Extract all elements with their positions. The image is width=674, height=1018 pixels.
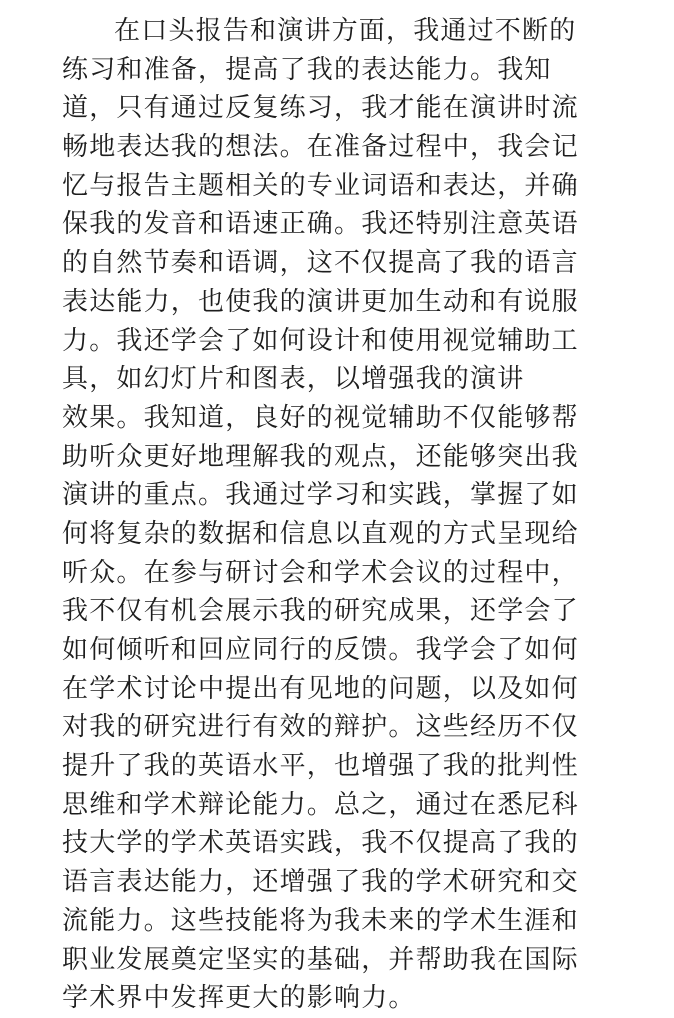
text-line: 流能力。这些技能将为我未来的学术生涯和 (62, 905, 579, 936)
text-line: 在口头报告和演讲方面，我通过不断的 (114, 16, 577, 46)
text-line: 职业发展奠定坚实的基础，并帮助我在国际 (62, 944, 579, 975)
text-line: 听众。在参与研讨会和学术会议的过程中， (62, 557, 579, 588)
text-line: 思维和学术辩论能力。总之，通过在悉尼科 (62, 789, 579, 820)
text-line: 如何倾听和回应同行的反馈。我学会了如何 (62, 635, 579, 665)
text-line: 提升了我的英语水平，也增强了我的批判性 (62, 751, 579, 782)
body-paragraph (62, 12, 622, 1018)
text-line: 畅地表达我的想法。在准备过程中，我会记 (62, 132, 579, 163)
text-line: 学术界中发挥更大的影响力。 (62, 983, 416, 1014)
text-line: 表达能力，也使我的演讲更加生动和有说服 (62, 286, 579, 317)
text-line: 我不仅有机会展示我的研究成果，还学会了 (62, 596, 579, 627)
text-line: 技大学的学术英语实践，我不仅提高了我的 (62, 828, 579, 859)
text-line: 练习和准备，提高了我的表达能力。我知 (62, 54, 552, 85)
text-line: 道，只有通过反复练习，我才能在演讲时流 (62, 93, 579, 124)
text-line: 在学术讨论中提出有见地的问题，以及如何 (62, 673, 579, 704)
text-line: 对我的研究进行有效的辩护。这些经历不仅 (62, 712, 579, 743)
text-line: 演讲的重点。我通过学习和实践，掌握了如 (62, 480, 579, 511)
text-line: 具，如幻灯片和图表，以增强我的演讲 (62, 364, 525, 395)
text-line: 何将复杂的数据和信息以直观的方式呈现给 (62, 518, 579, 549)
text-line: 保我的发音和语速正确。我还特别注意英语 (62, 209, 579, 240)
text-line: 忆与报告主题相关的专业词语和表达，并确 (62, 170, 579, 201)
text-line: 语言表达能力，还增强了我的学术研究和交 (62, 867, 579, 898)
text-line: 力。我还学会了如何设计和使用视觉辅助工 (62, 325, 579, 356)
text-line: 效果。我知道，良好的视觉辅助不仅能够帮 (62, 402, 579, 433)
text-line: 的自然节奏和语调，这不仅提高了我的语言 (62, 248, 579, 279)
text-line: 助听众更好地理解我的观点，还能够突出我 (62, 441, 579, 472)
